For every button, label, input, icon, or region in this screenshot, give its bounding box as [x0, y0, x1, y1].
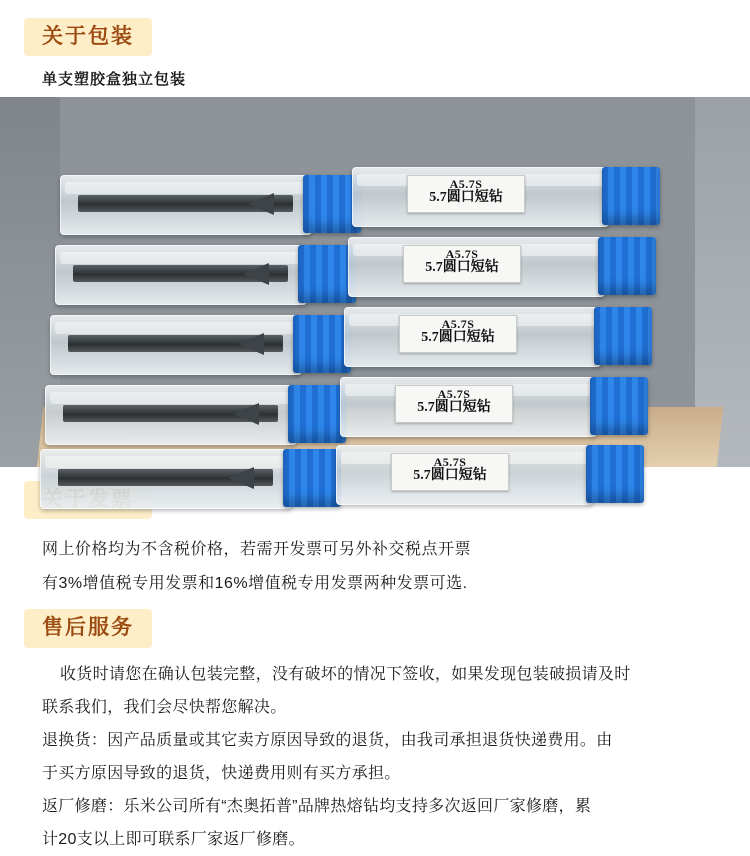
blue-cap: [586, 445, 644, 503]
blue-cap: [602, 167, 660, 225]
product-label: [407, 175, 525, 213]
packaging-note: 单支塑胶盒独立包装: [42, 71, 187, 89]
label-desc: 5.7圆口短钻: [417, 399, 491, 415]
label-code: A5.7S: [437, 387, 471, 402]
blue-cap: [594, 307, 652, 365]
drill-box-left-5: [40, 449, 340, 511]
drill-box-left-3: [50, 315, 350, 377]
after-sales-line-2: 联系我们，我们会尽快帮您解决。: [42, 698, 287, 716]
drill-box-right-1: [352, 167, 652, 229]
after-sales-line-6: 计20支以上即可联系厂家返厂修磨。: [42, 830, 305, 848]
label-desc: 5.7圆口短钻: [429, 189, 503, 205]
drill-box-right-3: [344, 307, 644, 369]
drill-box-right-4: [340, 377, 640, 439]
product-label: [399, 315, 517, 353]
top-spacer: [0, 0, 750, 18]
after-sales-line-3: 退换货：因产品质量或其它卖方原因导致的退货，由我司承担退货快递费用。由: [42, 731, 613, 749]
product-label: [403, 245, 521, 283]
invoice-line-2: 有3%增值税专用发票和16%增值税专用发票两种发票可选.: [42, 575, 468, 593]
blue-cap: [283, 449, 341, 507]
drill-box-left-1: [60, 175, 360, 237]
drill-tip: [238, 333, 264, 355]
after-sales-heading-wrap: [0, 609, 750, 647]
after-sales-line-4: 于买方原因导致的退货，快递费用则有买方承担。: [42, 764, 401, 782]
drill-box-right-5: [336, 445, 636, 507]
packaging-photo: [0, 97, 750, 483]
product-label: [395, 385, 513, 423]
invoice-text-block: [0, 533, 750, 601]
blue-cap: [293, 315, 351, 373]
after-sales-heading: 售后服务: [24, 609, 152, 647]
label-code: A5.7S: [445, 247, 479, 262]
drill-box-left-2: [55, 245, 355, 307]
label-code: A5.7S: [433, 455, 467, 470]
after-sales-text-block: [0, 658, 750, 856]
label-desc: 5.7圆口短钻: [421, 329, 495, 345]
after-sales-line-1: 收货时请您在确认包装完整，没有破坏的情况下签收，如果发现包装破损请及时: [60, 665, 631, 683]
after-sales-line-5: 返厂修磨：乐米公司所有“杰奥拓普”品牌热熔钻均支持多次返回厂家修磨，累: [42, 797, 592, 815]
drill-box-right-2: [348, 237, 648, 299]
blue-cap: [288, 385, 346, 443]
packaging-heading-wrap: [0, 18, 750, 56]
drill-box-left-4: [45, 385, 345, 447]
label-code: A5.7S: [441, 317, 475, 332]
invoice-line-1: 网上价格均为不含税价格，若需开发票可另外补交税点开票: [42, 541, 472, 559]
drill-tip: [248, 193, 274, 215]
packaging-heading: 关于包装: [24, 18, 152, 56]
blue-cap: [590, 377, 648, 435]
label-code: A5.7S: [449, 177, 483, 192]
product-label: [391, 453, 509, 491]
label-desc: 5.7圆口短钻: [425, 259, 499, 275]
drill-tip: [243, 263, 269, 285]
blue-cap: [598, 237, 656, 295]
label-desc: 5.7圆口短钻: [413, 467, 487, 483]
drill-tip: [233, 403, 259, 425]
drill-tip: [228, 467, 254, 489]
after-sales-spacer: [0, 601, 750, 609]
